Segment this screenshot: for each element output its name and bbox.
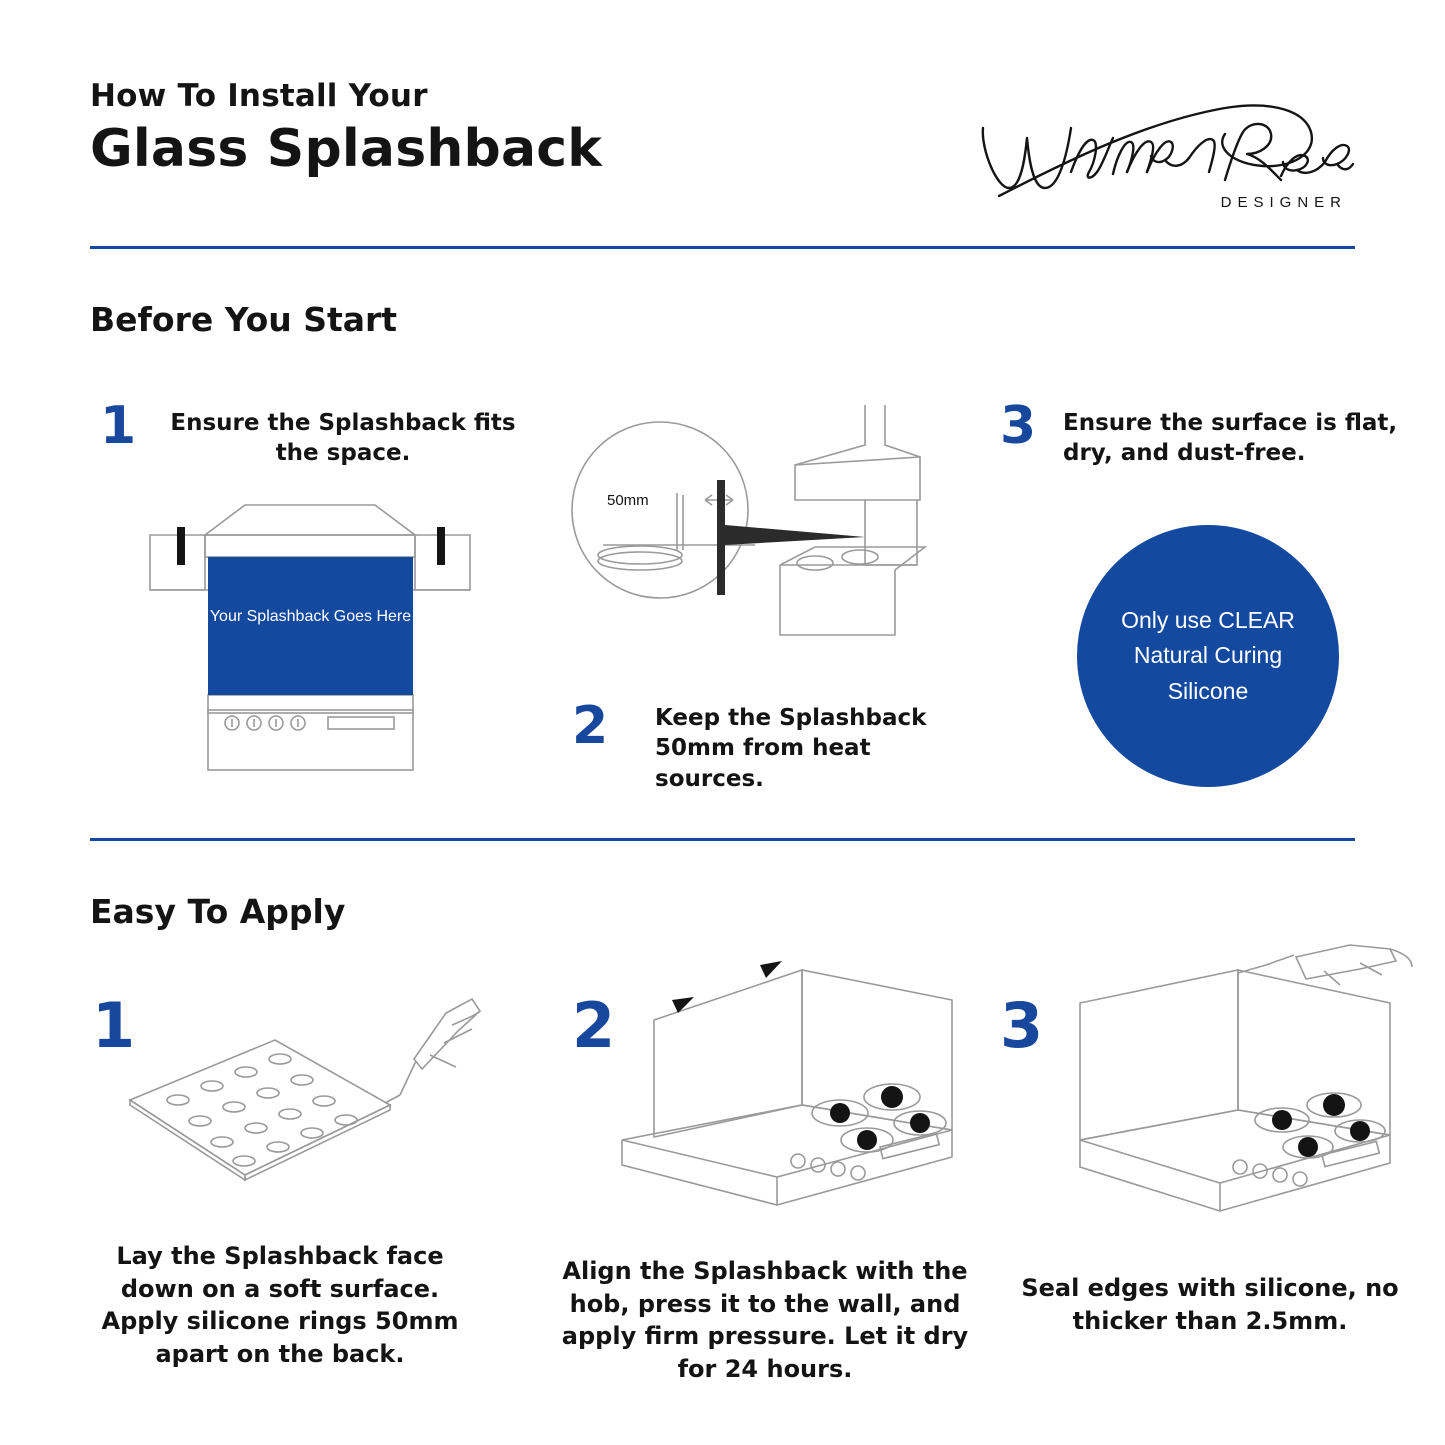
page-subtitle: How To Install Your [90,78,428,114]
apply-step-2-caption: Align the Splashback with the hob, press it to the wall, and apply firm pressure. Let it dry for 24 hours. [561,1257,969,1383]
section-heading-before: Before You Start [90,300,398,339]
section-heading-apply: Easy To Apply [90,892,346,931]
before-step-1-number: 1 [100,396,137,456]
before-step-2-text: Keep the Splashback 50mm from heat sources. [655,705,927,792]
divider-top [90,246,1355,249]
dimension-label-50mm: 50mm [607,492,649,509]
silicone-badge [1077,525,1339,787]
page-title: Glass Splashback [90,119,603,179]
before-step-3-number: 3 [1000,396,1037,456]
brand-logo [975,76,1355,226]
seal-edges-illustration [1060,945,1420,1225]
header [90,78,1355,228]
cooker-splashback-illustration [150,495,470,785]
divider-middle [90,838,1355,841]
silicone-badge-text: Only use CLEAR Natural Curing Silicone [1121,606,1295,704]
before-step-1-text: Ensure the Splashback fits the space. [170,410,516,467]
align-splashback-illustration [612,925,967,1225]
apply-step-1-caption: Lay the Splashback face down on a soft surface. Apply silicone rings 50mm apart on the back. [101,1242,459,1368]
splashback-placeholder-label: Your Splashback Goes Here [209,608,412,625]
apply-step-2-number: 2 [572,989,616,1062]
brand-logo-subtitle: DESIGNER [1220,194,1347,211]
before-step-3-text: Ensure the surface is flat, dry, and dust-free. [1063,410,1398,467]
heat-distance-illustration [565,405,975,695]
apply-step-3-number: 3 [1000,989,1044,1062]
silicone-rings-illustration [100,985,490,1215]
apply-step-3-caption: Seal edges with silicone, no thicker than 2.5mm. [1021,1274,1399,1335]
before-step-2-number: 2 [572,696,609,756]
apply-step-1-number: 1 [92,989,136,1062]
